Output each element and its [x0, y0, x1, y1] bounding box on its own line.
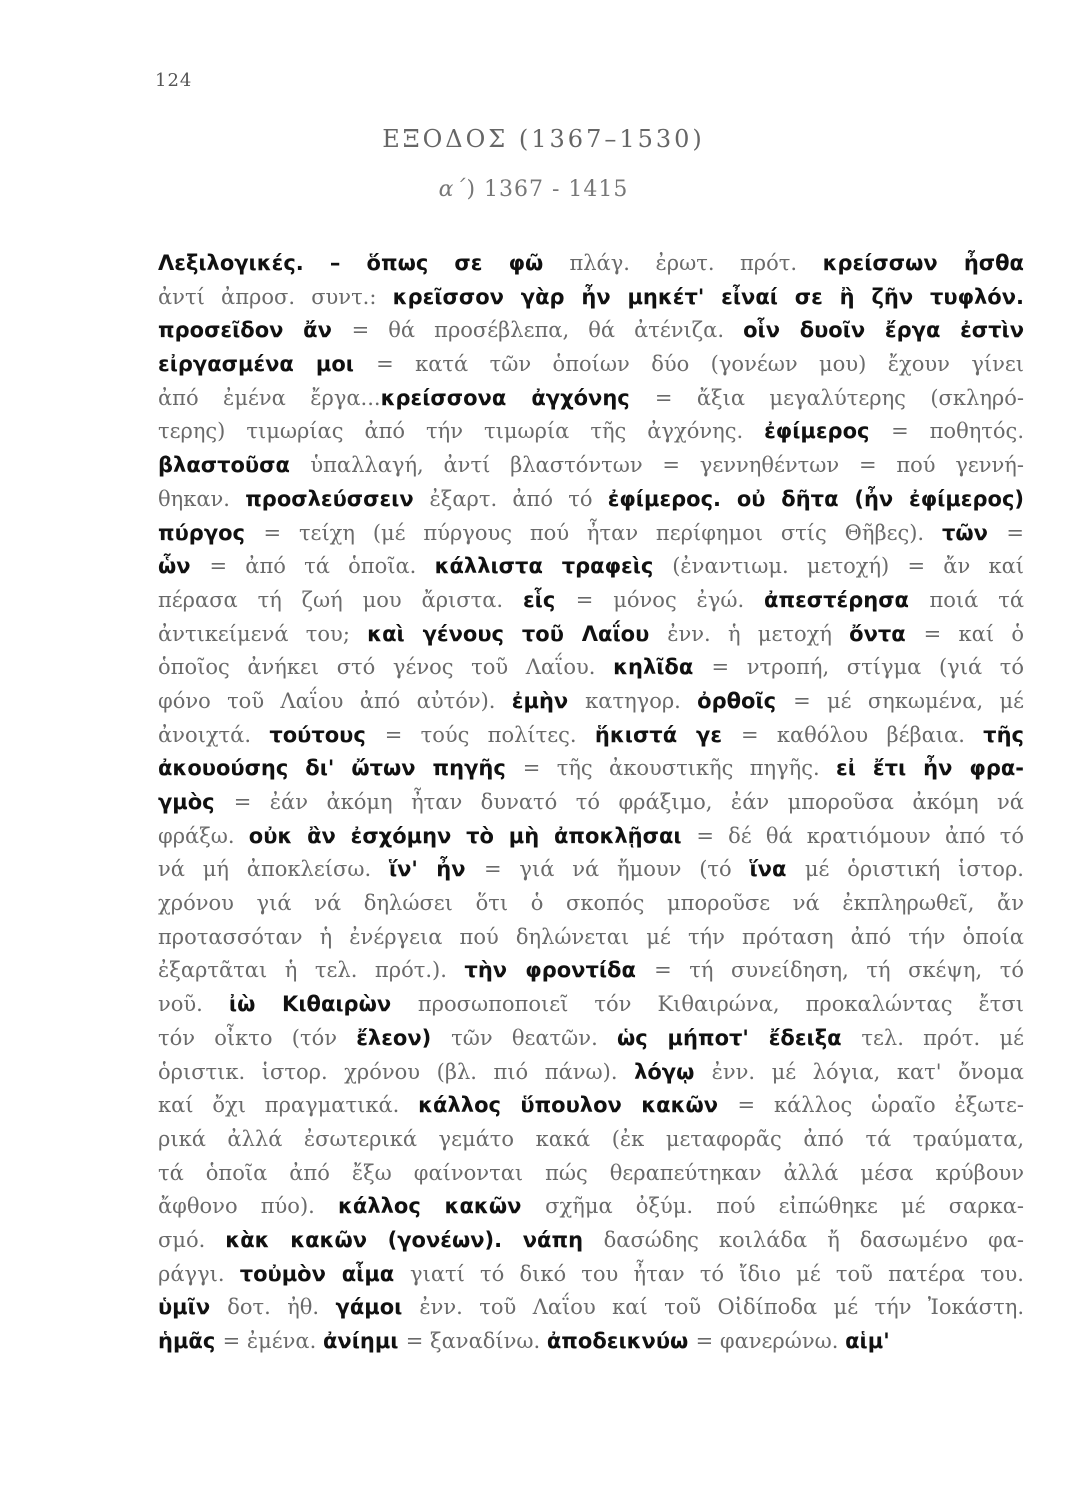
gloss-text: τῶν θεατῶν. [451, 1025, 617, 1050]
gloss-text: τόν οἶκτο (τόν [158, 1025, 357, 1050]
greek-term: κάλλιστα τραφεὶς [434, 554, 673, 579]
gloss-text: = ντροπή, στίγμα (γιά τό [711, 655, 1025, 680]
gloss-text: ποιά τά [929, 587, 1025, 612]
gloss-text: = [1006, 520, 1024, 545]
text-line [158, 1022, 1024, 1056]
text-line [158, 348, 1024, 382]
gloss-text: = κάλλος ὡραῖο ἐξωτε- [737, 1093, 1024, 1118]
gloss-text: = γιά νά ἤμουν (τό [484, 857, 750, 882]
greek-term: τοὐμὸν αἷμα [239, 1261, 411, 1286]
gloss-text: δασώδης κοιλάδα ἤ δασωμένο φα- [603, 1227, 1024, 1252]
gloss-text: = ἐμένα. [222, 1329, 323, 1353]
text-line [158, 954, 1024, 988]
greek-term: λόγῳ [634, 1059, 712, 1084]
text-line [158, 449, 1024, 483]
text-line [158, 415, 1024, 449]
gloss-text: ἐξαρτ. ἀπό τό [429, 486, 608, 511]
gloss-text: ρικά ἀλλά ἐσωτερικά γεμάτο κακά (ἐκ μεταφορᾶς ἀπό τά τραύματα, [158, 1126, 1024, 1151]
text-line [158, 1224, 1024, 1258]
gloss-text: = δέ θά κρατιόμουν ἀπό τό [696, 823, 1024, 848]
gloss-text: = καθόλου βέβαια. [740, 722, 984, 747]
greek-term: εἰργασμένα μοι [158, 352, 377, 377]
gloss-text: ἐνν. ἡ μετοχή [667, 621, 850, 646]
greek-term: τὴν φροντίδα [464, 958, 655, 983]
text-line [158, 651, 1024, 685]
greek-term: κὰκ κακῶν (γονέων). νάπη [225, 1227, 604, 1252]
gloss-text: προτασσόταν ἡ ἐνέργεια πού δηλώνεται μέ τήν πρόταση ἀπό τήν ὁποία [158, 924, 1024, 949]
text-line [158, 584, 1024, 618]
text-line [158, 550, 1024, 584]
text-line [158, 786, 1024, 820]
gloss-text: = ἄξια μεγαλύτερης (σκληρό- [654, 385, 1024, 410]
greek-term: οὐκ ἂν ἐσχόμην τὸ μὴ ἀποκλῇσαι [248, 823, 697, 848]
gloss-text: ἀντί ἀπροσ. συντ.: [158, 284, 393, 309]
gloss-text: = τῆς ἀκουστικῆς πηγῆς. [522, 756, 837, 781]
gloss-text: γιατί τό δικό του ἦταν τό ἴδιο μέ τοῦ πατέρα του. [410, 1261, 1024, 1286]
text-line [158, 1089, 1024, 1123]
gloss-text: ἐνν. τοῦ Λαΐου καί τοῦ Οἰδίποδα μέ τήν Ἰοκάστη. [419, 1295, 1024, 1320]
gloss-text: ἄφθονο πύο). [158, 1194, 338, 1219]
text-line [158, 1157, 1024, 1191]
greek-term: ἵν' ἦν [388, 857, 485, 882]
greek-term: κάλλος ὕπουλον κακῶν [418, 1093, 738, 1118]
gloss-text: = μέ σηκωμένα, μέ [793, 688, 1024, 713]
greek-term: ὡς μήποτ' ἔδειξα [616, 1025, 862, 1050]
text-line [158, 281, 1024, 315]
text-line [158, 887, 1024, 921]
gloss-text: ἀντικείμενά του; [158, 621, 368, 646]
gloss-text: ἀπό ἐμένα ἔργα... [158, 385, 381, 410]
greek-term: αἱμ' [845, 1329, 890, 1353]
greek-term: προσεῖδον ἄν [158, 318, 352, 343]
gloss-text: ράγγι. [158, 1261, 240, 1286]
gloss-text: ὁριστικ. ἱστορ. χρόνου (βλ. πιό πάνω). [158, 1059, 635, 1084]
text-line [158, 1190, 1024, 1224]
greek-term: ἐφίμερος. οὐ δῆτα (ἦν ἐφίμερος) [607, 486, 1024, 511]
gloss-text: = φανερώνω. [695, 1329, 846, 1353]
greek-term: ἀκουούσης δι' ὤτων πηγῆς [158, 756, 523, 781]
gloss-text: = θά προσέβλεπα, θά ἀτένιζα. [351, 318, 744, 343]
greek-term: ὀρθοῖς [697, 688, 794, 713]
greek-term: ἵνα [749, 857, 805, 882]
greek-term: ἥκιστά γε [594, 722, 741, 747]
gloss-text: φράξω. [158, 823, 249, 848]
text-line [158, 853, 1024, 887]
text-line [158, 921, 1024, 955]
section-subtitle [0, 177, 1067, 202]
gloss-text: προσωποποιεῖ τόν Κιθαιρώνα, προκαλώντας ἔτσι [417, 992, 1024, 1017]
gloss-text: ἐνν. μέ λόγια, κατ' ὄνομα [711, 1059, 1024, 1084]
greek-term: ἐμὴν [511, 688, 586, 713]
subtitle-label: α΄ [438, 177, 467, 202]
gloss-text: = ξαναδίνω. [405, 1329, 547, 1353]
gloss-text: πλάγ. ἐρωτ. πρότ. [569, 251, 823, 275]
gloss-text: τελ. πρότ. μέ [861, 1025, 1024, 1050]
gloss-text: σμό. [158, 1227, 226, 1252]
text-line [158, 1123, 1024, 1157]
gloss-text: = τούς πολίτες. [384, 722, 595, 747]
text-line [158, 483, 1024, 517]
gloss-text: ὑπαλλαγή, ἀντί βλαστόντων = γεννηθέντων = πού γεννή- [310, 453, 1024, 478]
greek-term: κηλῖδα [613, 655, 712, 680]
text-line [158, 988, 1024, 1022]
gloss-text: τά ὁποῖα ἀπό ἔξω φαίνονται πώς θεραπεύτηκαν ἀλλά μέσα κρύβουν [158, 1160, 1024, 1185]
gloss-text: μέ ὁριστική ἱστορ. [804, 857, 1024, 882]
gloss-text: ὁποῖος ἀνήκει στό γένος τοῦ Λαΐου. [158, 655, 614, 680]
greek-term: γάμοι [335, 1295, 420, 1320]
greek-term: τούτους [269, 722, 385, 747]
text-line [158, 247, 1024, 281]
gloss-text: φόνο τοῦ Λαΐου ἀπό αὐτόν). [158, 688, 512, 713]
greek-term: ἐφίμερος [764, 419, 892, 444]
greek-term: τῶν [941, 520, 1007, 545]
greek-term: οἷν δυοῖν ἔργα ἐστὶν [743, 318, 1025, 343]
greek-term: εἷς [522, 587, 576, 612]
gloss-text: = τή συνείδηση, τή σκέψη, τό [654, 958, 1024, 983]
text-line [158, 1325, 1024, 1359]
gloss-text: = ἀπό τά ὁποῖα. [209, 554, 435, 579]
text-line [158, 618, 1024, 652]
gloss-text: = μόνος ἐγώ. [575, 587, 765, 612]
gloss-text: νοῦ. [158, 992, 229, 1017]
greek-term: εἰ ἔτι ἦν φρα- [836, 756, 1024, 781]
text-line [158, 382, 1024, 416]
text-line [158, 685, 1024, 719]
greek-term: βλαστοῦσα [158, 453, 311, 478]
text-line [158, 1291, 1024, 1325]
text-line [158, 820, 1024, 854]
glossary-text [158, 247, 1024, 1359]
gloss-text: πέρασα τή ζωή μου ἄριστα. [158, 587, 523, 612]
greek-term: Λεξιλογικές. – ὅπως σε φῶ [158, 251, 570, 275]
gloss-text: = τείχη (μέ πύργους πού ἦταν περίφημοι στίς Θῆβες). [263, 520, 942, 545]
text-line [158, 1258, 1024, 1292]
page-number: 124 [155, 70, 193, 91]
greek-term: κάλλος κακῶν [337, 1194, 546, 1219]
greek-term: τῆς [983, 722, 1024, 747]
gloss-text: = κατά τῶν ὁποίων δύο (γονέων μου) ἔχουν γίνει [376, 352, 1024, 377]
gloss-text: (ἐναντιωμ. μετοχή) = ἄν καί [672, 554, 1024, 579]
gloss-text: ἐξαρτᾶται ἡ τελ. πρότ.). [158, 958, 465, 983]
gloss-text: ἀνοιχτά. [158, 722, 270, 747]
greek-term: κρεῖσσον γὰρ ἦν μηκέτ' εἶναί σε ἢ ζῆν τυφλόν. [392, 284, 1024, 309]
text-line [158, 314, 1024, 348]
greek-term: ἀπεστέρησα [764, 587, 930, 612]
gloss-text: χρόνου γιά νά δηλώσει ὅτι ὁ σκοπός μποροῦσε νά ἐκπληρωθεῖ, ἄν [158, 891, 1024, 916]
greek-term: προσλεύσσειν [245, 486, 430, 511]
gloss-text: = καί ὁ [923, 621, 1024, 646]
gloss-text: δοτ. ἠθ. [227, 1295, 336, 1320]
gloss-text: σχῆμα ὀξύμ. πού εἰπώθηκε μέ σαρκα- [545, 1194, 1024, 1219]
gloss-text: = ποθητός. [891, 419, 1024, 444]
section-title: ΕΞΟΔΟΣ (1367–1530) [382, 125, 705, 153]
subtitle-range: ) 1367 - 1415 [466, 177, 629, 202]
greek-term: ὑμῖν [158, 1295, 228, 1320]
greek-term: ὧν [158, 554, 210, 579]
greek-term: κρείσσονα ἀγχόνης [380, 385, 655, 410]
greek-term: ἰὼ Κιθαιρὼν [228, 992, 418, 1017]
greek-term: ἀποδεικνύω [546, 1329, 696, 1353]
greek-term: καὶ γένους τοῦ Λαΐου [367, 621, 668, 646]
greek-term: πύργος [158, 520, 264, 545]
gloss-text: τερης) τιμωρίας ἀπό τήν τιμωρία τῆς ἀγχόνης. [158, 419, 765, 444]
gloss-text: καί ὄχι πραγματικά. [158, 1093, 419, 1118]
greek-term: ἔλεον) [356, 1025, 452, 1050]
text-line [158, 517, 1024, 551]
greek-term: γμὸς [158, 790, 234, 814]
text-line [158, 1056, 1024, 1090]
greek-term: ἡμᾶς [158, 1329, 223, 1353]
gloss-text: θηκαν. [158, 486, 246, 511]
greek-term: ὄντα [849, 621, 924, 646]
greek-term: κρείσσων ἦσθα [822, 251, 1024, 275]
gloss-text: = ἐάν ἀκόμη ἦταν δυνατό τό φράξιμο, ἐάν μποροῦσα ἀκόμη νά [233, 790, 1024, 814]
text-line [158, 719, 1024, 753]
gloss-text: κατηγορ. [585, 688, 698, 713]
greek-term: ἀνίημι [322, 1329, 406, 1353]
gloss-text: νά μή ἀποκλείσω. [158, 857, 389, 882]
text-line [158, 752, 1024, 786]
